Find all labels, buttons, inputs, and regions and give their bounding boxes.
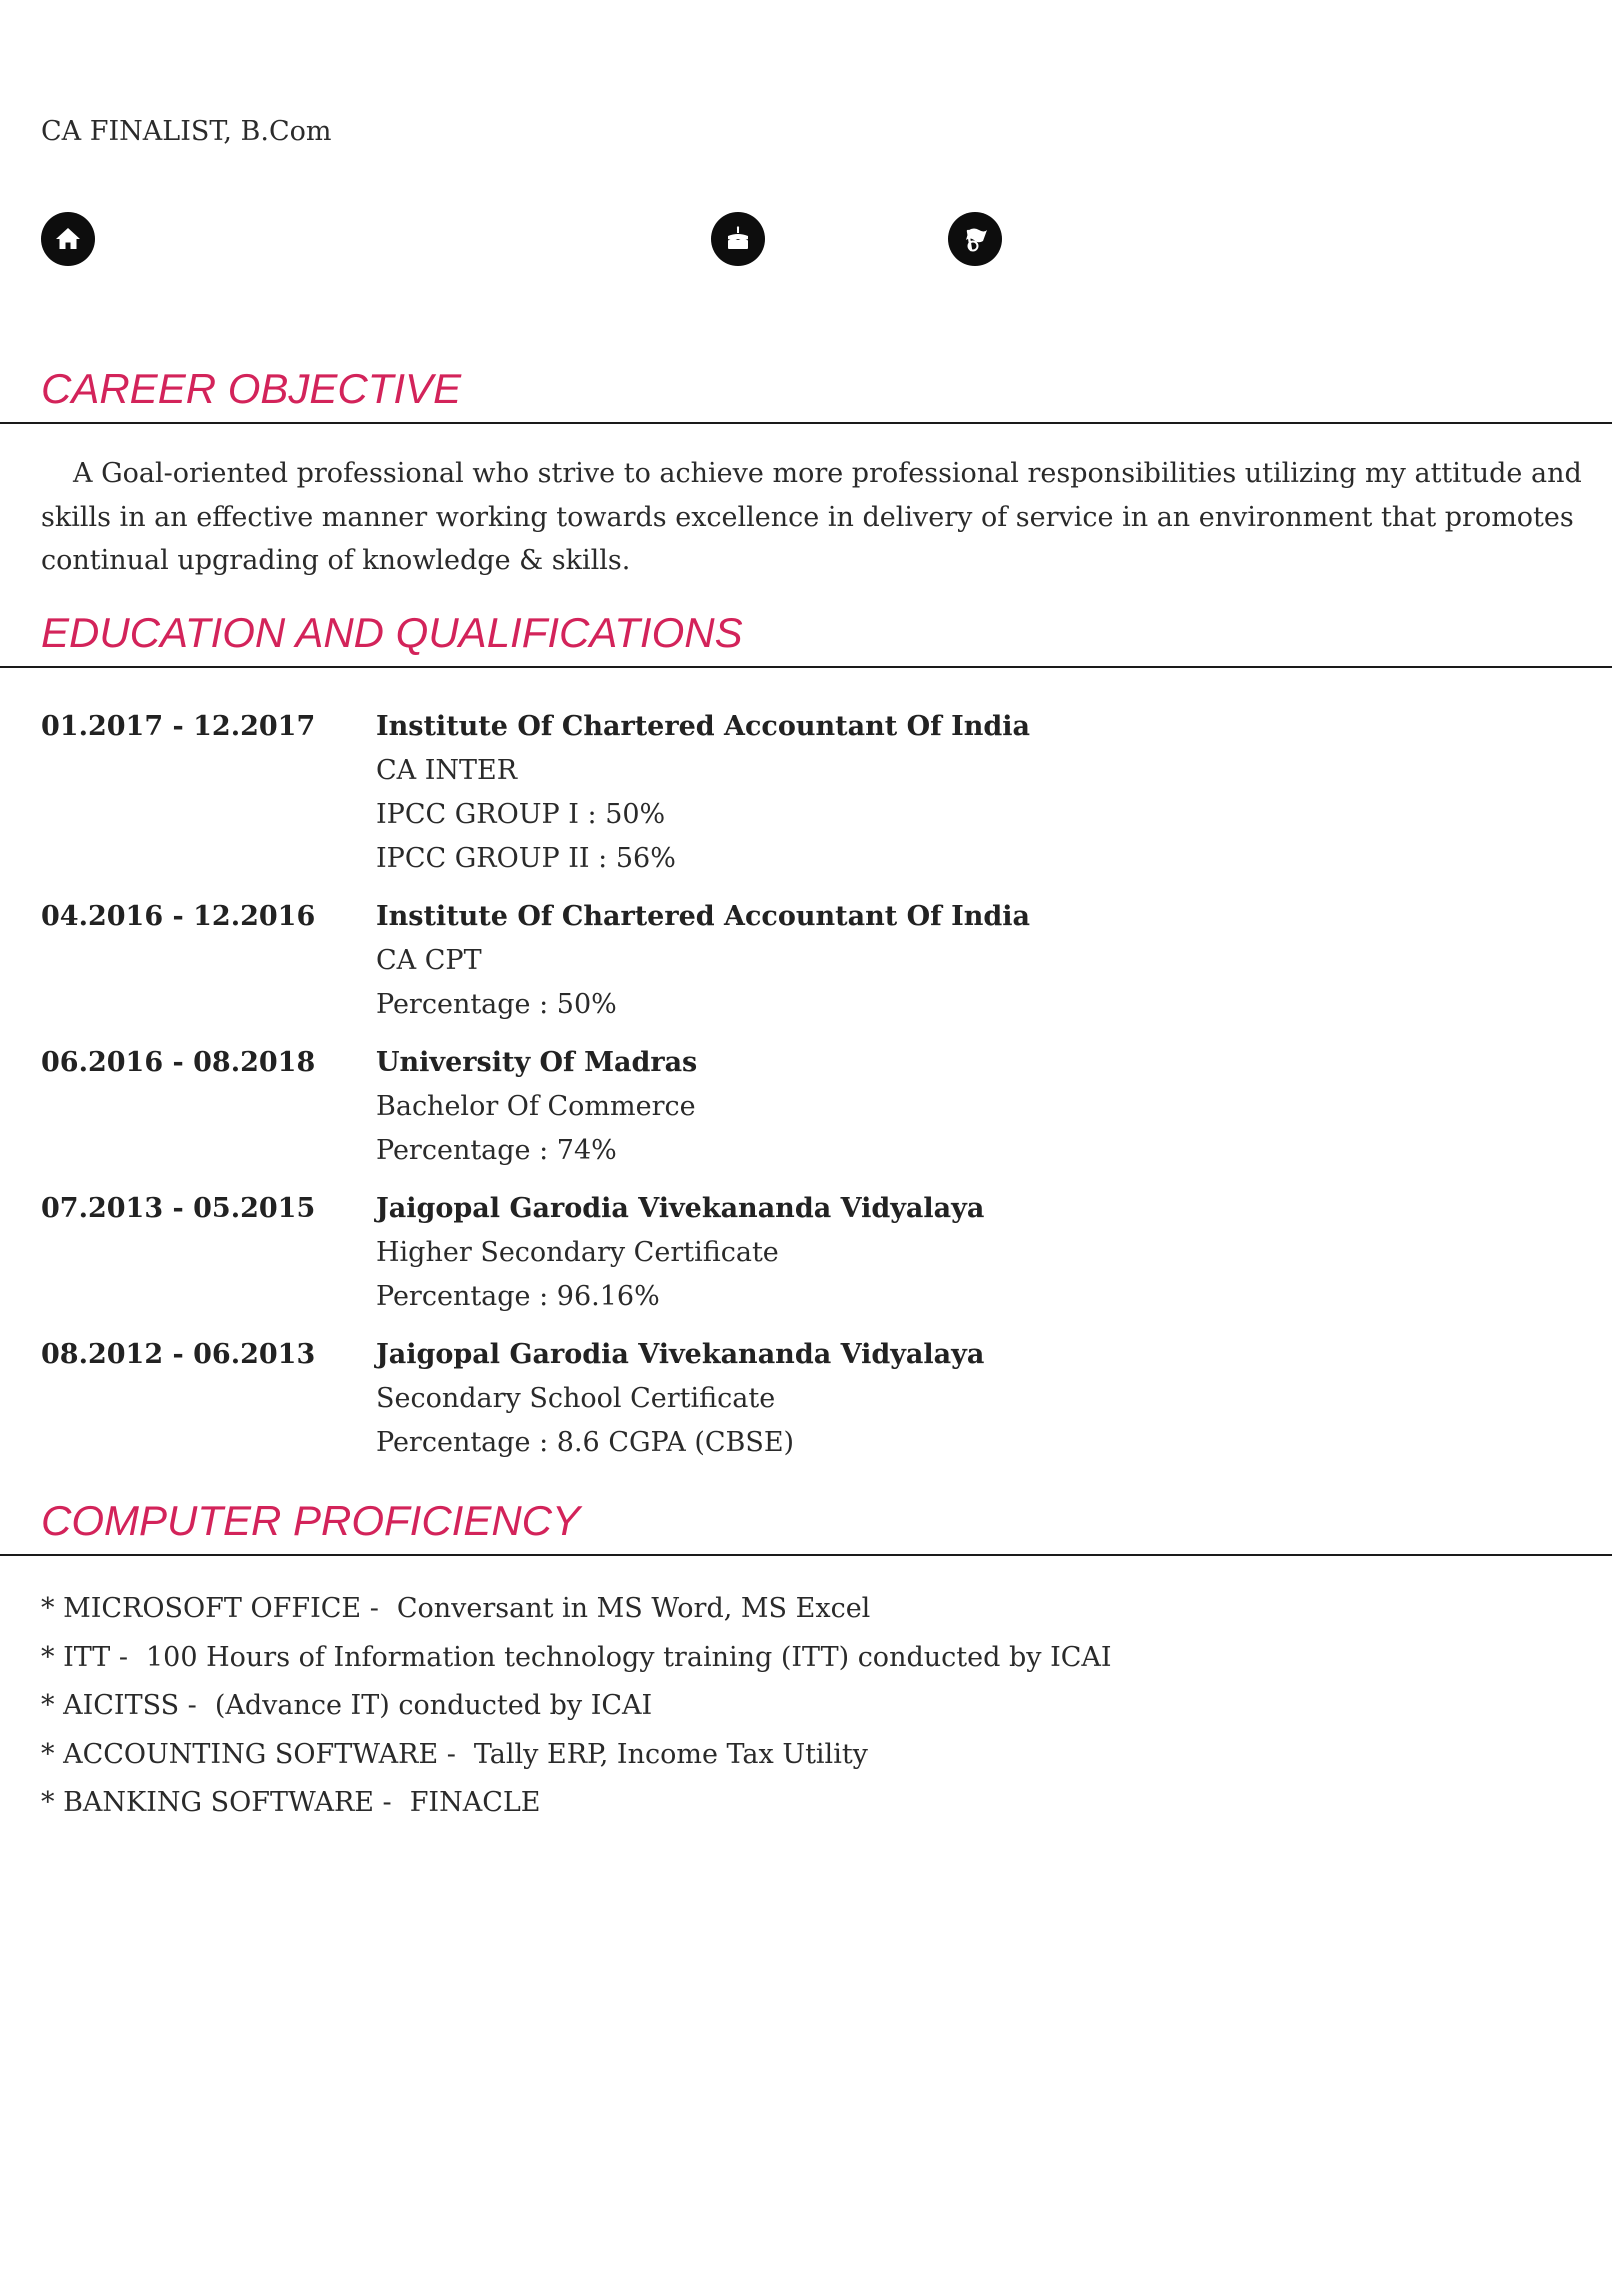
section-title-education: EDUCATION AND QUALIFICATIONS bbox=[41, 609, 743, 656]
list-item bbox=[41, 1682, 1112, 1731]
education-line: CA CPT bbox=[376, 945, 482, 976]
education-institution: Institute Of Chartered Accountant Of India bbox=[376, 711, 1031, 742]
birthday-cake-icon bbox=[711, 212, 765, 266]
section-divider bbox=[0, 666, 1612, 668]
education-line: Higher Secondary Certificate bbox=[376, 1237, 779, 1268]
section-title-career-objective: CAREER OBJECTIVE bbox=[41, 365, 462, 412]
education-institution: Jaigopal Garodia Vivekananda Vidyalaya bbox=[376, 1339, 985, 1370]
home-icon bbox=[41, 212, 95, 266]
education-details bbox=[376, 1333, 984, 1465]
skill-label: * ACCOUNTING SOFTWARE - bbox=[41, 1738, 456, 1770]
education-line: Bachelor Of Commerce bbox=[376, 1091, 696, 1122]
education-dates: 08.2012 - 06.2013 bbox=[41, 1339, 316, 1370]
education-dates: 01.2017 - 12.2017 bbox=[41, 711, 316, 742]
education-line: IPCC GROUP I : 50% bbox=[376, 799, 666, 830]
list-item bbox=[41, 1731, 1112, 1780]
skill-value: Conversant in MS Word, MS Excel bbox=[396, 1593, 871, 1624]
list-item bbox=[41, 1585, 1112, 1634]
education-institution: University Of Madras bbox=[376, 1047, 698, 1078]
education-line: Percentage : 96.16% bbox=[376, 1281, 660, 1312]
education-line: Percentage : 74% bbox=[376, 1135, 617, 1166]
skill-label: * AICITSS - bbox=[41, 1690, 197, 1721]
education-details bbox=[376, 895, 1030, 1027]
education-line: IPCC GROUP II : 56% bbox=[376, 843, 676, 874]
qualification-headline: CA FINALIST, B.Com bbox=[41, 116, 332, 147]
computer-proficiency-list bbox=[41, 1585, 1112, 1828]
education-institution: Institute Of Chartered Accountant Of India bbox=[376, 901, 1031, 932]
education-details bbox=[376, 1187, 984, 1319]
skill-label: * ITT - bbox=[41, 1641, 128, 1673]
list-item bbox=[41, 1634, 1112, 1683]
skill-value: 100 Hours of Information technology training (ITT) conducted by ICAI bbox=[145, 1641, 1112, 1673]
skill-value: (Advance IT) conducted by ICAI bbox=[214, 1690, 653, 1721]
education-dates: 04.2016 - 12.2016 bbox=[41, 901, 316, 932]
education-line: Percentage : 8.6 CGPA (CBSE) bbox=[376, 1427, 795, 1458]
flag-icon bbox=[948, 212, 1002, 266]
section-divider bbox=[0, 1554, 1612, 1556]
education-details bbox=[376, 1041, 697, 1173]
education-line: Secondary School Certificate bbox=[376, 1383, 776, 1414]
career-objective-text: A Goal-oriented professional who strive to achieve more professional responsibilities utilizing my attitude and skills in an effective manner working towards excellence in delivery of service in an environment that promotes continual upgrading of knowledge & skills. bbox=[41, 458, 1582, 576]
education-dates: 06.2016 - 08.2018 bbox=[41, 1047, 316, 1078]
education-dates: 07.2013 - 05.2015 bbox=[41, 1193, 316, 1224]
skill-label: * MICROSOFT OFFICE - bbox=[41, 1593, 379, 1624]
skill-label: * BANKING SOFTWARE - bbox=[41, 1787, 392, 1818]
education-institution: Jaigopal Garodia Vivekananda Vidyalaya bbox=[376, 1193, 985, 1224]
skill-value: Tally ERP, Income Tax Utility bbox=[473, 1738, 868, 1770]
list-item bbox=[41, 1779, 1112, 1828]
education-line: Percentage : 50% bbox=[376, 989, 617, 1020]
education-line: CA INTER bbox=[376, 755, 518, 786]
section-title-computer-proficiency: COMPUTER PROFICIENCY bbox=[41, 1497, 581, 1544]
skill-value: FINACLE bbox=[409, 1787, 541, 1818]
education-details bbox=[376, 705, 1030, 881]
section-divider bbox=[0, 422, 1612, 424]
